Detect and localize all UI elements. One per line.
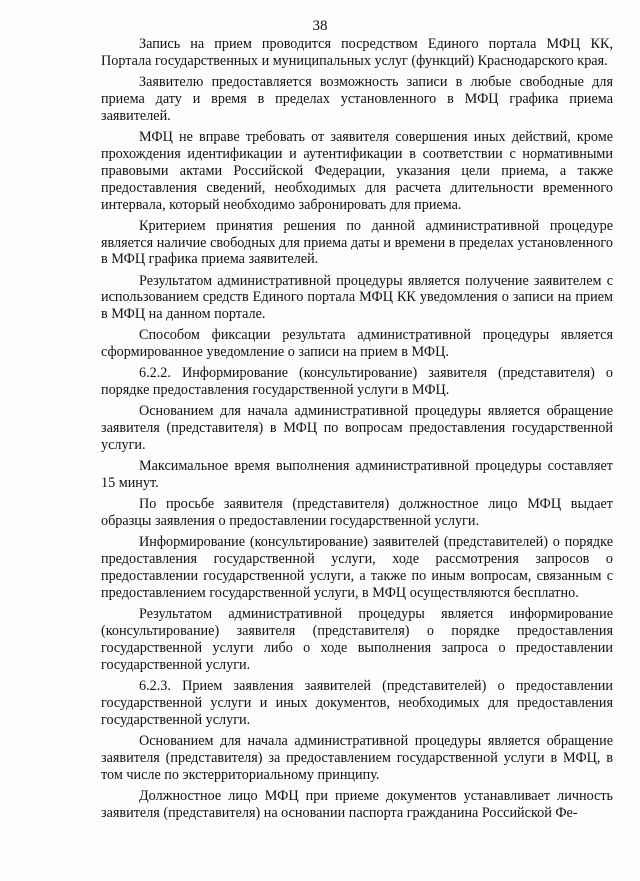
paragraph: Критерием принятия решения по данной административной процедуре является наличие свободных для приема даты и времени в пределах установленного в МФЦ графика приема заявителей. — [101, 217, 613, 268]
paragraph: По просьбе заявителя (представителя) должностное лицо МФЦ выдает образцы заявления о предоставлении государственной услуги. — [101, 496, 613, 530]
paragraph: Основанием для начала административной процедуры является обращение заявителя (представителя) за предоставлением государственной услуги в МФЦ, в том числе по экстерриториальному принципу. — [101, 732, 613, 783]
paragraph: МФЦ не вправе требовать от заявителя совершения иных действий, кроме прохождения идентификации и аутентификации в соответствии с нормативными правовыми актами Российской Федерации, указания цели приема, а также предоставления сведений, необходимых для расчета длительности временного интервала, который необходимо забронировать для приема. — [101, 128, 613, 213]
document-body — [101, 36, 613, 825]
paragraph: Результатом административной процедуры является получение заявителем с использованием средств Единого портала МФЦ КК уведомления о записи на прием в МФЦ на данном портале. — [101, 272, 613, 323]
paragraph: Информирование (консультирование) заявителей (представителей) о порядке предоставления государственной услуги, ходе рассмотрения запросов о предоставлении государственной услуги, а также по иным вопросам, связанным с предоставлением государственной услуги, в МФЦ осуществляются бесплатно. — [101, 534, 613, 602]
paragraph: Должностное лицо МФЦ при приеме документов устанавливает личность заявителя (представителя) на основании паспорта гражданина Российской Фе- — [101, 787, 613, 821]
paragraph: Запись на прием проводится посредством Единого портала МФЦ КК, Портала государственных и муниципальных услуг (функций) Краснодарского края. — [101, 36, 613, 69]
page-number: 38 — [312, 18, 328, 34]
paragraph: Заявителю предоставляется возможность записи в любые свободные для приема дату и время в пределах установленного в МФЦ графика приема заявителей. — [101, 74, 613, 124]
paragraph: Результатом административной процедуры является информирование (консультирование) заявителя (представителя) о порядке предоставления государственной услуги либо о ходе выполнения запроса о предоставлении государственной услуги. — [101, 606, 613, 673]
paragraph: Основанием для начала административной процедуры является обращение заявителя (представителя) в МФЦ по вопросам предоставления государственной услуги. — [101, 403, 613, 454]
section-heading-6-2-2: 6.2.2. Информирование (консультирование) заявителя (представителя) о порядке предоставления государственной услуги в МФЦ. — [101, 365, 613, 399]
paragraph: Максимальное время выполнения административной процедуры составляет 15 минут. — [101, 458, 613, 492]
section-heading-6-2-3: 6.2.3. Прием заявления заявителей (представителей) о предоставлении государственной услуги и иных документов, необходимых для предоставления государственной услуги. — [101, 677, 613, 728]
paragraph: Способом фиксации результата административной процедуры является сформированное уведомление о записи на прием в МФЦ. — [101, 327, 613, 361]
